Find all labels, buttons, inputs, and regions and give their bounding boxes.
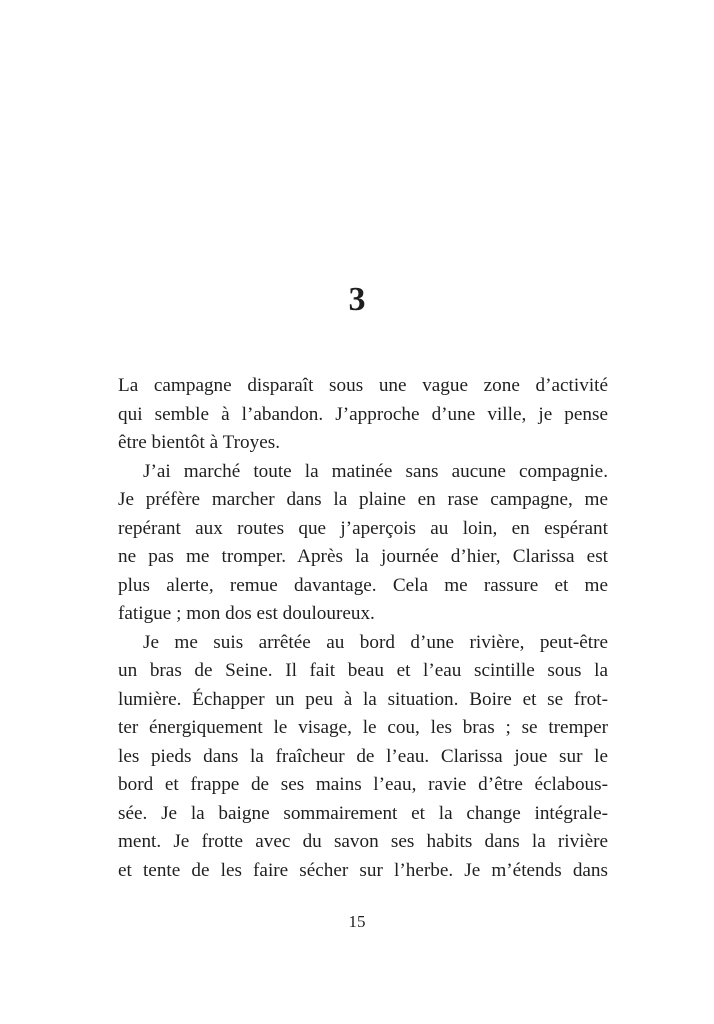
- chapter-number: 3: [348, 281, 366, 318]
- text-line: lumière. Échapper un peu à la situation. Boire et se frot-: [118, 688, 608, 710]
- text-line: J’ai marché toute la matinée sans aucune compagnie.: [143, 460, 608, 482]
- paragraph: [118, 629, 608, 886]
- text-line: un bras de Seine. Il fait beau et l’eau scintille sous la: [118, 660, 608, 681]
- text-line: fatigue ; mon dos est douloureux.: [118, 603, 375, 624]
- paragraph: [118, 372, 608, 458]
- paragraph: [118, 458, 608, 629]
- text-line: ne pas me tromper. Après la journée d’hier, Clarissa est: [118, 546, 608, 567]
- text-line: sée. Je la baigne sommairement et la change intégrale-: [118, 802, 608, 824]
- body-text: [118, 372, 608, 885]
- text-line: ter énergiquement le visage, le cou, les bras ; se tremper: [118, 717, 608, 738]
- text-line: Je me suis arrêtée au bord d’une rivière, peut-être: [143, 631, 608, 653]
- text-line: repérant aux routes que j’aperçois au loin, en espérant: [118, 517, 608, 539]
- text-line: ment. Je frotte avec du savon ses habits dans la rivière: [118, 831, 608, 852]
- text-line: bord et frappe de ses mains l’eau, ravie d’être éclabous-: [118, 774, 608, 795]
- page-number: 15: [348, 912, 366, 931]
- text-line: Je préfère marcher dans la plaine en rase campagne, me: [118, 489, 608, 510]
- text-line: La campagne disparaît sous une vague zone d’activité: [118, 375, 608, 396]
- text-line: être bientôt à Troyes.: [118, 432, 281, 453]
- text-line: qui semble à l’abandon. J’approche d’une ville, je pense: [118, 403, 608, 425]
- text-line: et tente de les faire sécher sur l’herbe. Je m’étends dans: [118, 859, 608, 881]
- text-line: plus alerte, remue davantage. Cela me rassure et me: [118, 574, 608, 596]
- text-line: les pieds dans la fraîcheur de l’eau. Clarissa joue sur le: [118, 745, 608, 767]
